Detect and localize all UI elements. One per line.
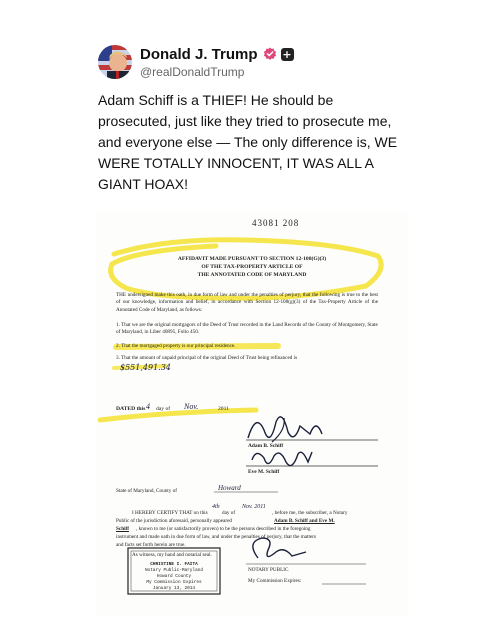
doc-state-county-label: State of Maryland, County of bbox=[116, 488, 177, 494]
doc-certify-day: 4th bbox=[212, 504, 220, 510]
doc-certify-line1: I HEREBY CERTIFY THAT on this bbox=[132, 510, 208, 516]
post-text: Adam Schiff is a THIEF! He should be prosecuted, just like they tried to prosecute me, and everyone else — The only difference is, WE WERE TOTALLY INNOCENT, IT WAS ALL A GIANT HOAX! bbox=[98, 92, 398, 192]
doc-number: 43081 208 bbox=[252, 218, 300, 228]
doc-title-line3: THE ANNOTATED CODE OF MARYLAND bbox=[197, 272, 307, 278]
doc-certify-month: Nov. 2011 bbox=[242, 504, 266, 510]
doc-certify-line1b: day of bbox=[222, 510, 236, 516]
avatar[interactable] bbox=[98, 45, 132, 79]
doc-certify-line5: and facts set forth herein are true. bbox=[116, 542, 186, 548]
seal-line1: CHRISTINE I. FAITA bbox=[150, 562, 198, 567]
doc-item1: 1. That we are the original mortgagors of the Deed of Trust recorded in the Land Records of the County of Montgomery, State of Maryland, in Liber 40895, Folio 450. bbox=[116, 322, 378, 336]
doc-signer1: Adam B. Schiff bbox=[248, 443, 284, 449]
plus-badge-icon: + bbox=[282, 47, 292, 61]
doc-certify-line2: Public of the jurisdiction aforesaid, personally appeared bbox=[116, 518, 232, 524]
doc-notary-label: NOTARY PUBLIC bbox=[248, 567, 289, 573]
doc-item3: 3. That the amount of unpaid principal of the original Deed of Trust being refinanced is bbox=[116, 355, 298, 361]
doc-certify-line1c: , before me, the subscriber, a Notary bbox=[272, 510, 348, 516]
doc-dated-month: Nov. bbox=[184, 402, 199, 411]
author-display-name[interactable]: Donald J. Trump bbox=[140, 45, 258, 63]
doc-commission-label: My Commission Expires: bbox=[248, 578, 302, 584]
doc-signer2: Eve M. Schiff bbox=[248, 469, 280, 475]
doc-certify-line3b: , known to me (or satisfactorily proven) to be the persons described in the foregoing bbox=[136, 526, 311, 532]
post-header bbox=[98, 44, 294, 79]
doc-certify-line3a: Schiff bbox=[116, 526, 129, 532]
doc-state-county-value: Howard bbox=[218, 484, 241, 492]
author-handle[interactable]: @realDonaldTrump bbox=[140, 65, 245, 79]
seal-line3: Howard County bbox=[156, 574, 192, 579]
doc-dated-label: DATED this bbox=[116, 406, 146, 412]
avatar-flag-portrait-icon bbox=[98, 45, 132, 79]
doc-dated-day: 4 bbox=[146, 402, 150, 411]
seal-line5: January 13, 2014 bbox=[152, 586, 196, 591]
name-row bbox=[140, 44, 294, 64]
doc-title-line2: OF THE TAX-PROPERTY ARTICLE OF bbox=[201, 264, 303, 270]
affidavit-document-image bbox=[96, 212, 408, 617]
doc-title-line1: AFFIDAVIT MADE PURSUANT TO SECTION 12-108(G)(3) bbox=[177, 256, 327, 262]
doc-certify-line4: instrument and made oath in due form of law, and under the penalties of perjury, that the matters bbox=[116, 534, 316, 540]
author-block bbox=[140, 44, 294, 79]
doc-intro: THE undersigned make this oath, in due form of law and under the penalties of perjury, that the following is true to the best of our knowledge, information and belief, in accordance with Section 12-108(g)(3) of the Tax-Property Article of the Annotated Code of Maryland, as follows: bbox=[116, 292, 378, 313]
doc-item2: 2. That the mortgaged property is our principal residence. bbox=[116, 343, 236, 349]
doc-dated-day-of: day of bbox=[156, 406, 171, 412]
doc-amount: $551,491.34 bbox=[120, 363, 171, 372]
doc-certify-names: Adam B. Schiff and Eve M. bbox=[274, 518, 335, 524]
doc-witness: As witness, my hand and notarial seal. bbox=[132, 552, 212, 558]
seal-line4: My Commission Expires bbox=[146, 580, 202, 585]
seal-line2: Notary Public-Maryland bbox=[145, 568, 203, 573]
doc-dated-year: 2011 bbox=[218, 406, 229, 412]
verified-badge-icon bbox=[263, 47, 277, 61]
